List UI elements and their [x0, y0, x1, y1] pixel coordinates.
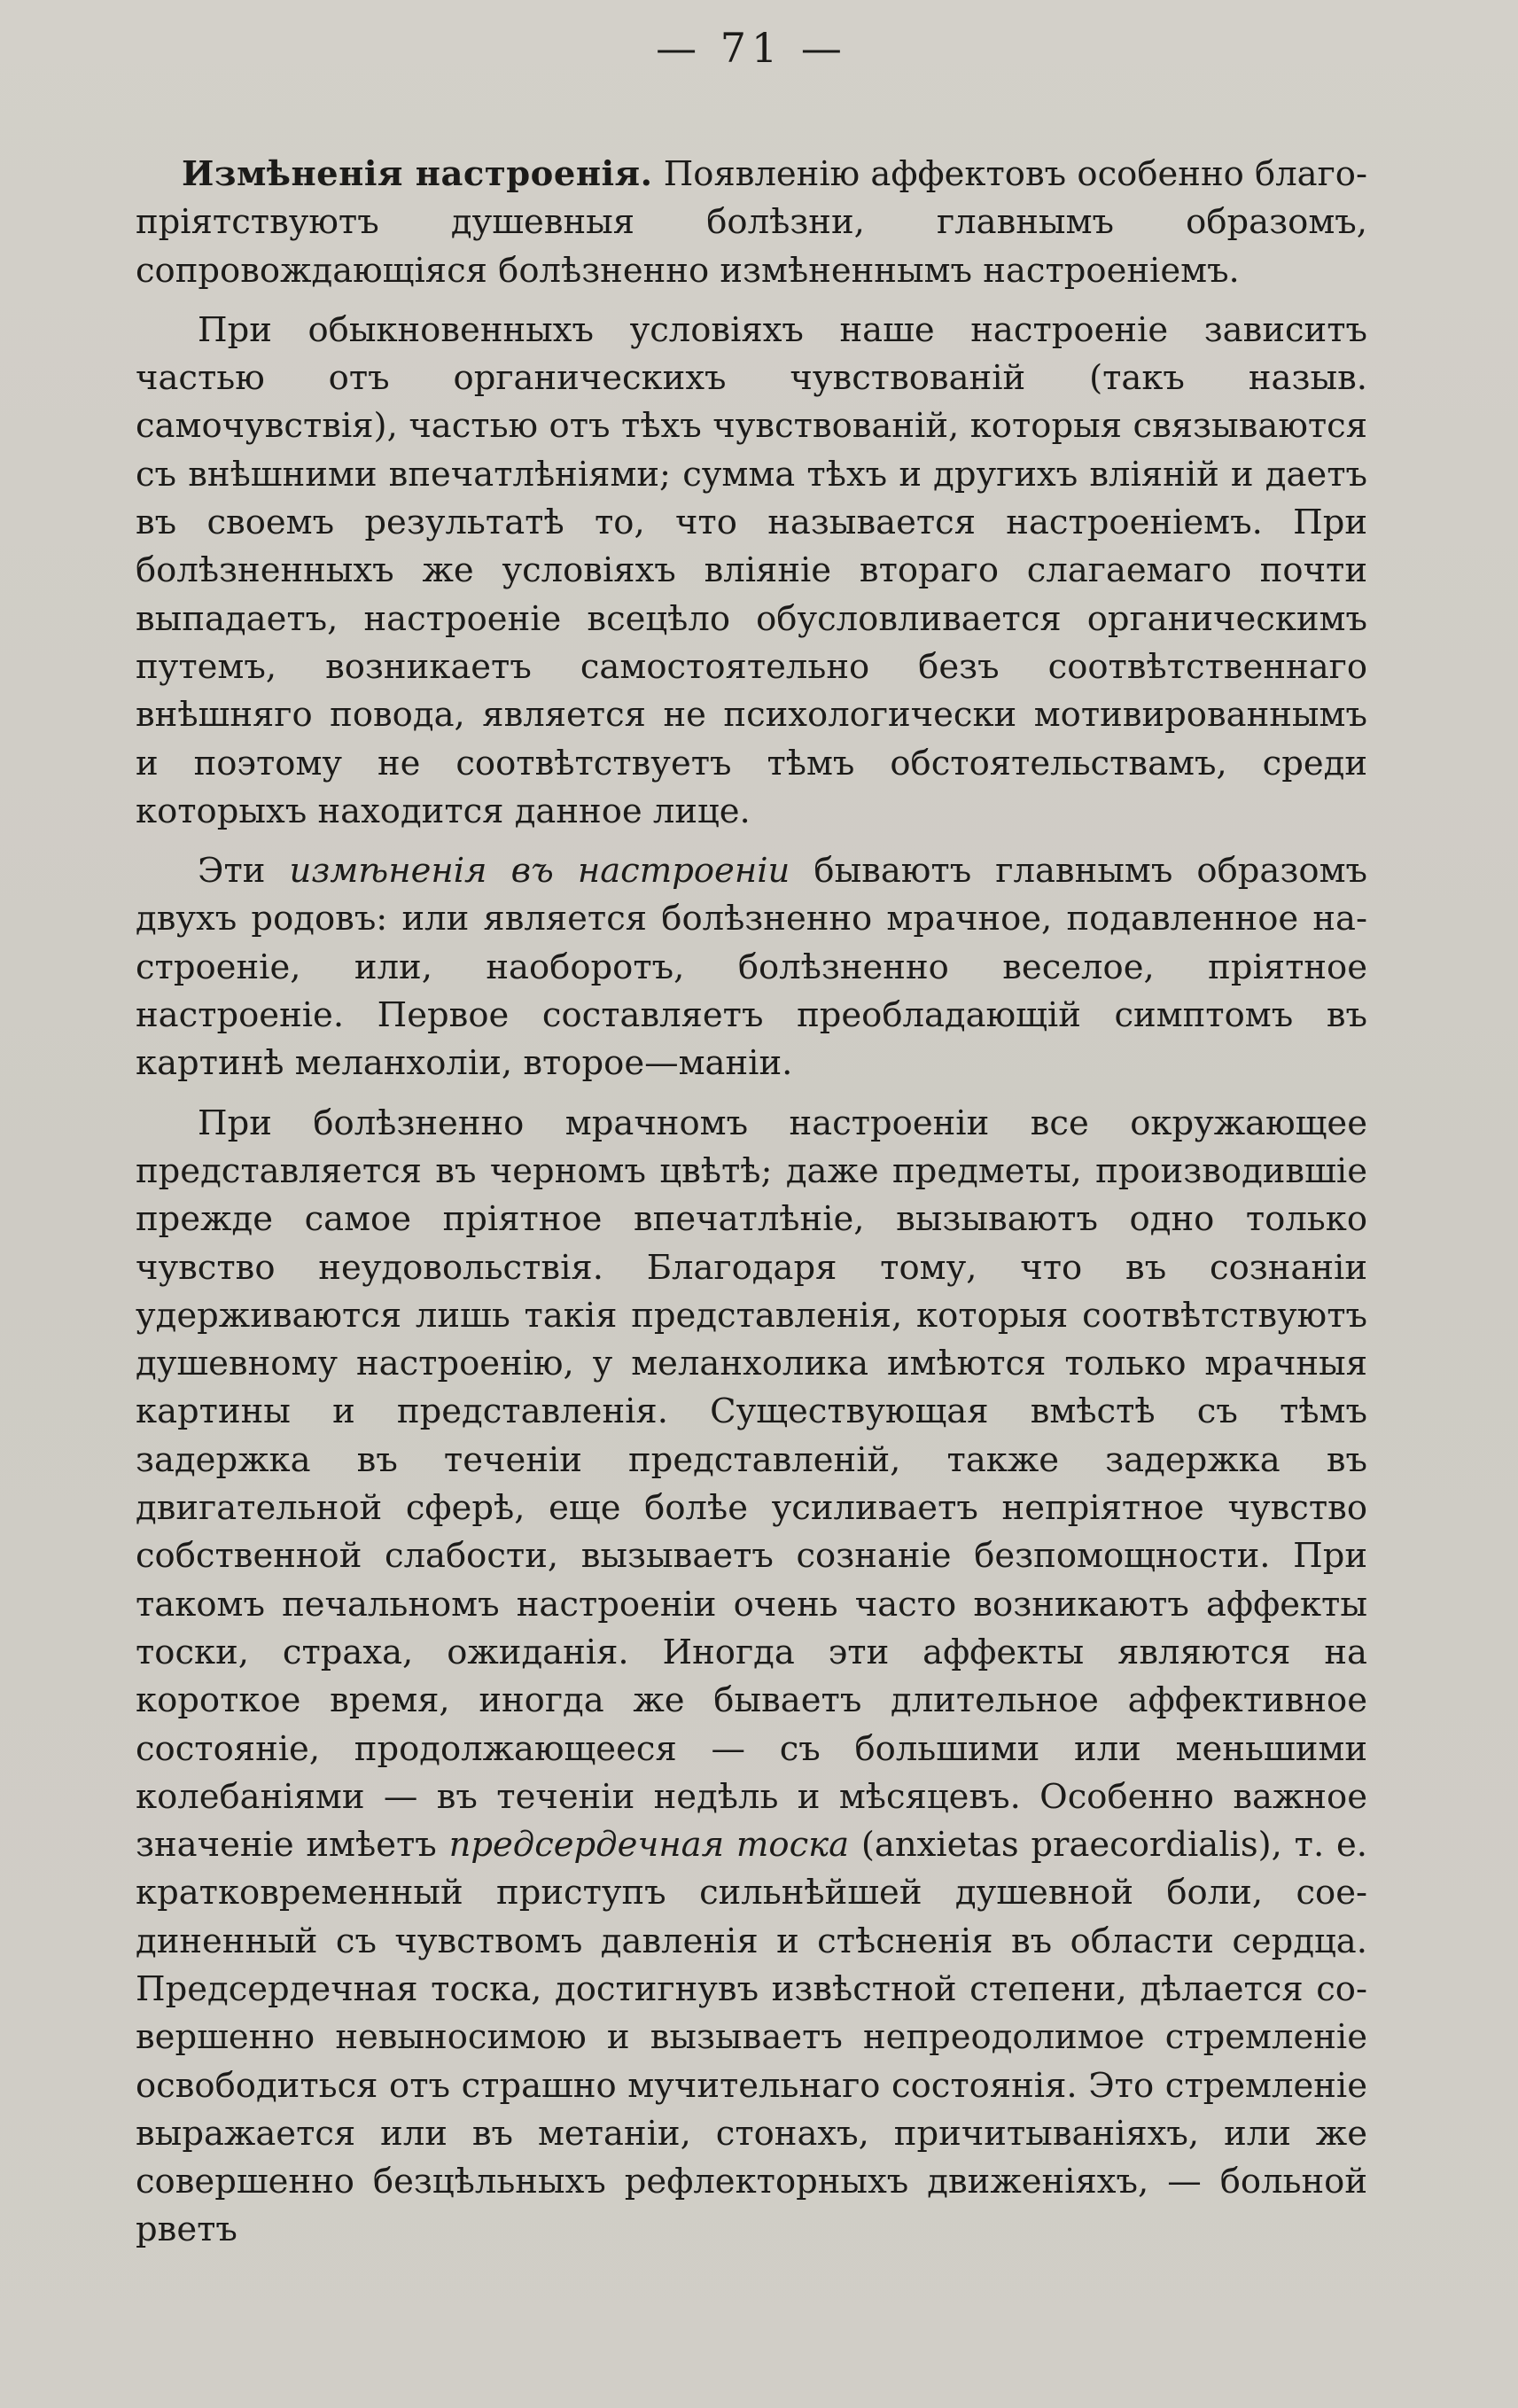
paragraph-4-after: (anxietas praecordialis), т. е. кратковременный приступъ сильнѣйшей душевной боли, соединенный съ чувствомъ давленія и стѣсненія въ области сердца. Предсердечная тоска, достигнувъ извѣстной степени, дѣлается совершенно невыносимою и вызываетъ непреодолимое стремленіе освободиться отъ страшно мучительнаго состоянія. Это стремленіе выражается или въ метаніи, стонахъ, причитываніяхъ, или же совершенно безцѣльныхъ рефлекторныхъ движеніяхъ, — больной рветъ: [136, 1825, 1367, 2250]
page-number: — 71 —: [656, 24, 847, 72]
paragraph-4-emphasis: предсердечная тоска: [448, 1825, 850, 1866]
paragraph-2: При обыкновенныхъ условіяхъ наше настроеніе зависитъ частью отъ органическихъ чувствованій (такъ назыв. самочувствія), частью отъ тѣхъ чувствованій, которыя связываются съ внѣшними впечатлѣніями; сумма тѣхъ и другихъ вліяній и даетъ въ своемъ результатѣ то, что называется настроеніемъ. При болѣзненныхъ же условіяхъ вліяніе втораго слагаемаго почти выпадаетъ, настроеніе всецѣло обусловливается органическимъ путемъ, возникаетъ самостоятельно безъ соотвѣтственнаго внѣшняго повода, является не психологически мотивированнымъ и поэтому не соотвѣтствуетъ тѣмъ обстоятельствамъ, среди которыхъ находится данное лице.: [136, 309, 1367, 831]
paragraph-4-before: При болѣзненно мрачномъ настроеніи все окружающее представляется въ черномъ цвѣтѣ; даже предметы, производившіе прежде самое пріятное впечатлѣніе, вызываютъ одно только чувство неудовольствія. Благодаря тому, что въ сознаніи удерживаются лишь такія представленія, которыя соотвѣтствуютъ душевному настроенію, у меланхолика имѣются только мрачныя картины и представленія. Существующая вмѣстѣ съ тѣмъ задержка въ теченіи представленій, также задержка въ двигательной сферѣ, еще болѣе усиливаетъ непріятное чувство собственной слабости, вызываетъ сознаніе безпомощности. При такомъ печальномъ настроеніи очень часто возникаютъ аффекты тоски, страха, ожиданія. Иногда эти аффекты являются на короткое время, иногда же бываетъ длительное аффективное состояніе, продолжающееся — съ большими или меньшими колебаніями — въ теченіи недѣль и мѣсяцевъ. Особенно важное значеніе имѣетъ: [136, 1103, 1367, 1866]
paragraph-3-before: Эти: [198, 851, 290, 892]
paragraph-1-text: Появленію аффектовъ особенно благопріятствуютъ душевныя болѣзни, главнымъ образомъ, сопровождающіяся болѣзненно измѣненнымъ настроеніемъ.: [136, 154, 1367, 291]
paragraph-1: [136, 151, 1367, 295]
body-text: [136, 151, 1367, 2255]
paragraph-3: [136, 847, 1367, 1087]
section-heading: Измѣненія настроенія.: [182, 154, 653, 194]
paragraph-3-emphasis: измѣненія въ настроеніи: [289, 851, 790, 892]
paragraph-4: [136, 1100, 1367, 2255]
paragraph-3-after: бываютъ главнымъ образомъ двухъ родовъ: или является болѣзненно мрачное, подавленное настроеніе, или, наоборотъ, болѣзненно веселое, пріятное настроеніе. Первое составляетъ преобладающій симптомъ въ картинѣ меланхоліи, второе—маніи.: [136, 851, 1368, 1084]
